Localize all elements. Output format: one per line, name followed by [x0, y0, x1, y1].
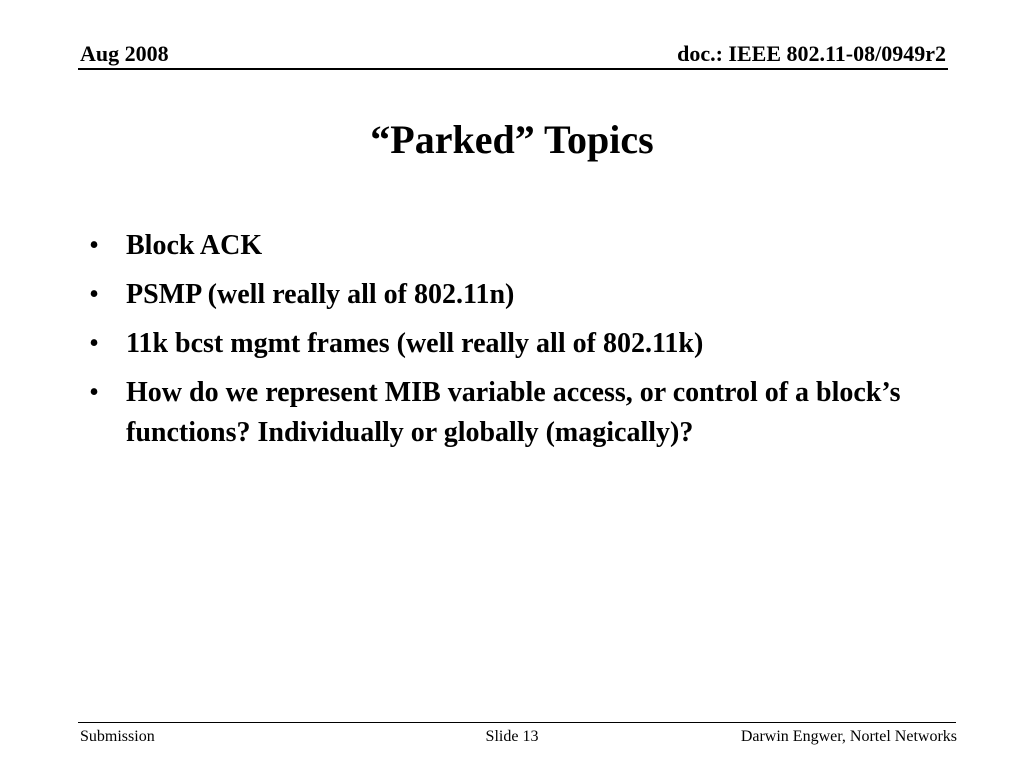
bullet-marker: •	[89, 230, 99, 261]
bullet-item-11k-frames	[84, 324, 964, 364]
bullet-item-psmp	[84, 275, 964, 315]
header-doc-id: doc.: IEEE 802.11-08/0949r2	[677, 41, 946, 66]
footer-slide-number: Slide 13	[485, 728, 539, 745]
bullet-text: Block ACK	[126, 230, 263, 261]
bullet-text: PSMP (well really all of 802.11n)	[126, 279, 515, 310]
bullet-list	[84, 226, 964, 462]
bullet-text: 11k bcst mgmt frames (well really all of 802.11k)	[126, 328, 704, 359]
bullet-marker: •	[89, 279, 99, 310]
slide-title: “Parked” Topics	[370, 117, 654, 162]
bullet-item-block-ack	[84, 226, 964, 266]
footer-divider	[78, 722, 956, 723]
footer-submission: Submission	[80, 728, 155, 745]
bullet-text: How do we represent MIB variable access, or control of a block’s functions? Individually or globally (magically)?	[126, 377, 901, 448]
bullet-marker: •	[89, 377, 99, 408]
bullet-item-mib-access	[84, 373, 964, 453]
header-divider	[78, 68, 948, 70]
header-date: Aug 2008	[80, 41, 169, 66]
bullet-marker: •	[89, 328, 99, 359]
footer-author: Darwin Engwer, Nortel Networks	[740, 728, 957, 745]
